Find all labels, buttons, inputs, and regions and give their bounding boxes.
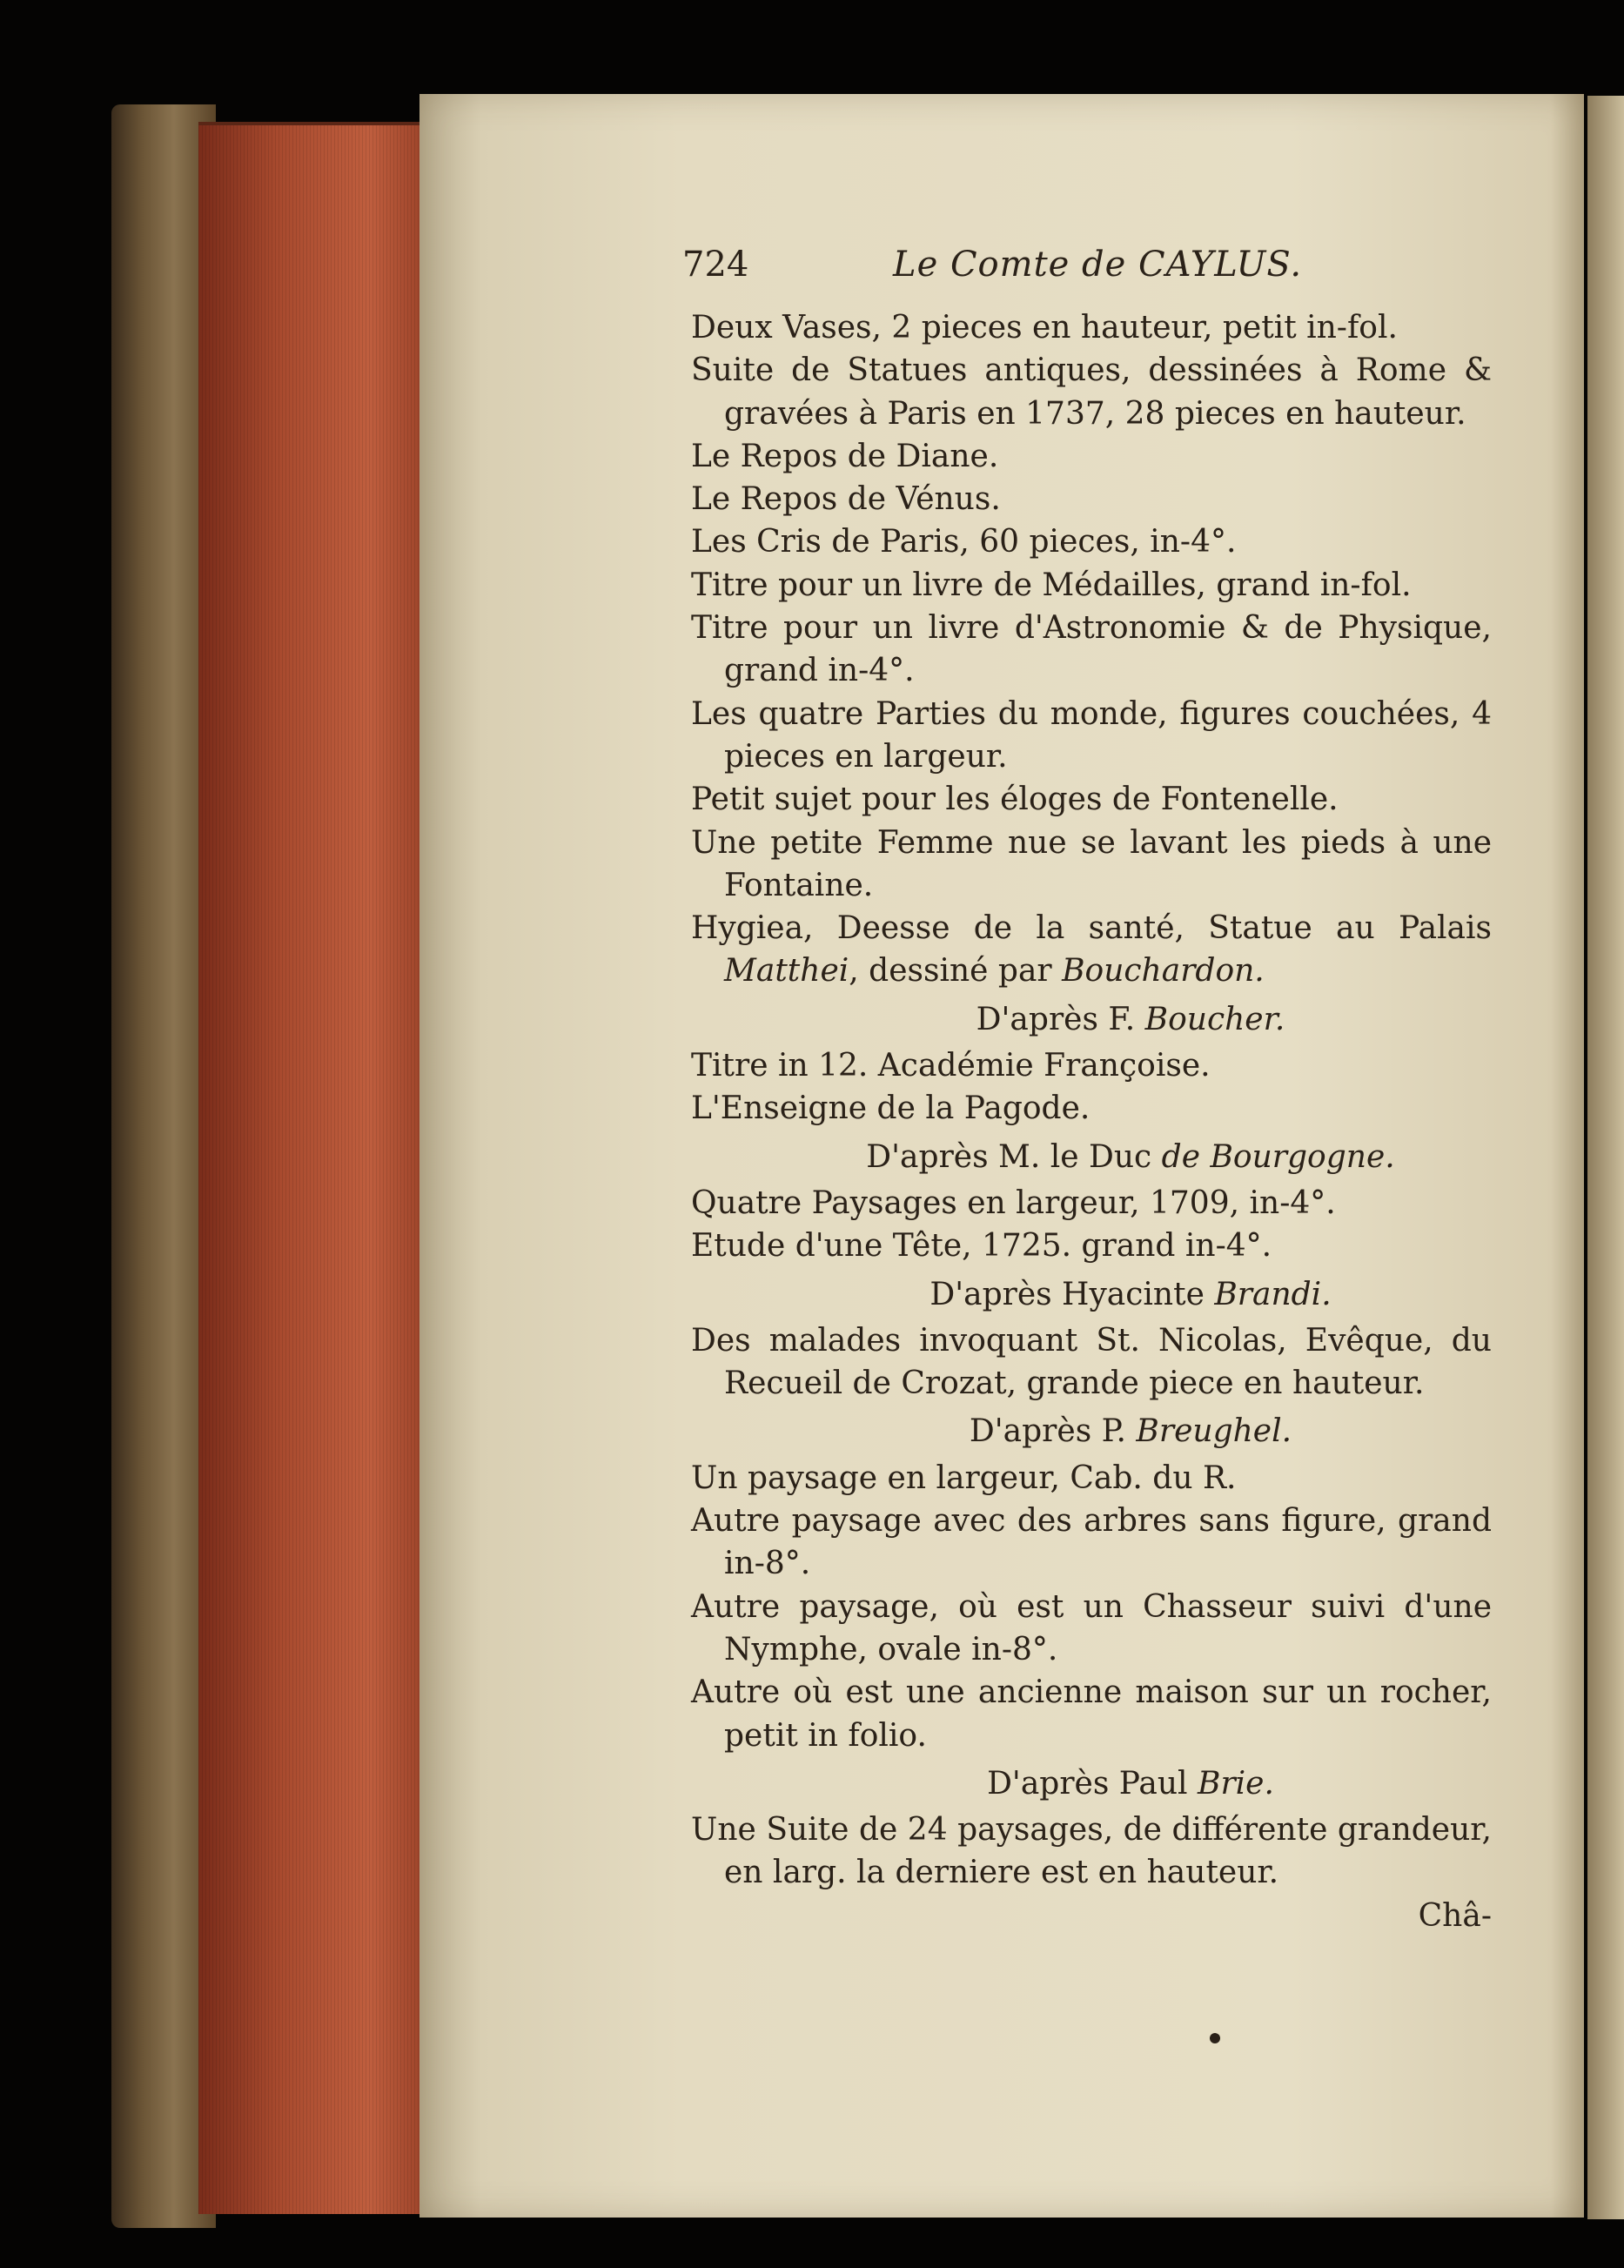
entry-list-caylus xyxy=(691,306,1492,993)
section-brandi xyxy=(691,1273,1492,1406)
list-item: Titre in 12. Académie Françoise. xyxy=(691,1048,1211,1084)
heading-prefix: D'après Hyacinte xyxy=(929,1276,1215,1312)
list-item: Titre pour un livre de Médailles, grand in-fol. xyxy=(691,567,1412,603)
artist-name: de Bourgogne. xyxy=(1161,1138,1395,1175)
list-item: L'Enseigne de la Pagode. xyxy=(691,1090,1090,1127)
facing-page-edge xyxy=(1587,96,1624,2219)
section-heading xyxy=(691,998,1492,1041)
heading-prefix: D'après F. xyxy=(976,1001,1145,1037)
list-item: Titre pour un livre d'Astronomie & de Physique, grand in-4°. xyxy=(691,610,1492,689)
section-boucher xyxy=(691,998,1492,1131)
list-item: Deux Vases, 2 pieces en hauteur, petit in-fol. xyxy=(691,310,1398,346)
ink-spot xyxy=(1210,2033,1220,2043)
list-item: Un paysage en largeur, Cab. du R. xyxy=(691,1459,1237,1496)
list-item: Quatre Paysages en largeur, 1709, in-4°. xyxy=(691,1184,1336,1221)
section-brie xyxy=(691,1762,1492,1895)
list-item: Petit sujet pour les éloges de Fontenelle. xyxy=(691,782,1339,818)
section-heading xyxy=(691,1136,1492,1178)
section-breughel xyxy=(691,1410,1492,1756)
heading-prefix: D'après P. xyxy=(969,1413,1137,1450)
running-head: Le Comte de CAYLUS. xyxy=(893,245,1303,285)
list-item: Des malades invoquant St. Nicolas, Evêque, du Recueil de Crozat, grande piece en hauteur. xyxy=(691,1322,1492,1402)
heading-prefix: D'après M. le Duc xyxy=(866,1138,1162,1175)
list-item: Autre paysage, où est un Chasseur suivi d'une Nymphe, ovale in-8°. xyxy=(691,1588,1492,1667)
entry-text: , dessiné par xyxy=(849,953,1063,990)
entry-text: Hygiea, Deesse de la santé, Statue au Palais xyxy=(691,910,1492,947)
section-heading xyxy=(691,1273,1492,1316)
page-text xyxy=(682,244,1492,1937)
list-item: Autre paysage avec des arbres sans figure, grand in-8°. xyxy=(691,1503,1492,1582)
list-item-hygiea xyxy=(691,907,1492,993)
artist-name: Breughel. xyxy=(1136,1413,1292,1450)
list-item: Le Repos de Vénus. xyxy=(691,481,1001,518)
page-number: 724 xyxy=(682,245,749,285)
page-header xyxy=(682,244,1492,306)
list-item: Les Cris de Paris, 60 pieces, in-4°. xyxy=(691,524,1237,560)
catchword: Châ- xyxy=(1418,1897,1492,1934)
section-heading xyxy=(691,1410,1492,1453)
section-heading xyxy=(691,1762,1492,1805)
artist-name: Brie. xyxy=(1197,1765,1274,1802)
entry-italic: Bouchardon. xyxy=(1062,953,1265,990)
artist-name: Boucher. xyxy=(1144,1001,1285,1037)
section-bourgogne xyxy=(691,1136,1492,1268)
entry-italic: Matthei xyxy=(724,953,849,990)
heading-prefix: D'après Paul xyxy=(987,1765,1198,1802)
artist-name: Brandi. xyxy=(1214,1276,1332,1312)
list-item: Une Suite de 24 paysages, de différente grandeur, en larg. la derniere est en hauteur. xyxy=(691,1812,1492,1891)
list-item: Une petite Femme nue se lavant les pieds à une Fontaine. xyxy=(691,824,1492,903)
list-item: Etude d'une Tête, 1725. grand in-4°. xyxy=(691,1228,1272,1265)
list-item: Les quatre Parties du monde, figures couchées, 4 pieces en largeur. xyxy=(691,695,1492,775)
list-item: Autre où est une ancienne maison sur un rocher, petit in folio. xyxy=(691,1674,1492,1754)
list-item: Suite de Statues antiques, dessinées à Rome & gravées à Paris en 1737, 28 pieces en hauteur. xyxy=(691,352,1492,432)
list-item: Le Repos de Diane. xyxy=(691,438,999,474)
page-edges-red xyxy=(198,122,426,2214)
